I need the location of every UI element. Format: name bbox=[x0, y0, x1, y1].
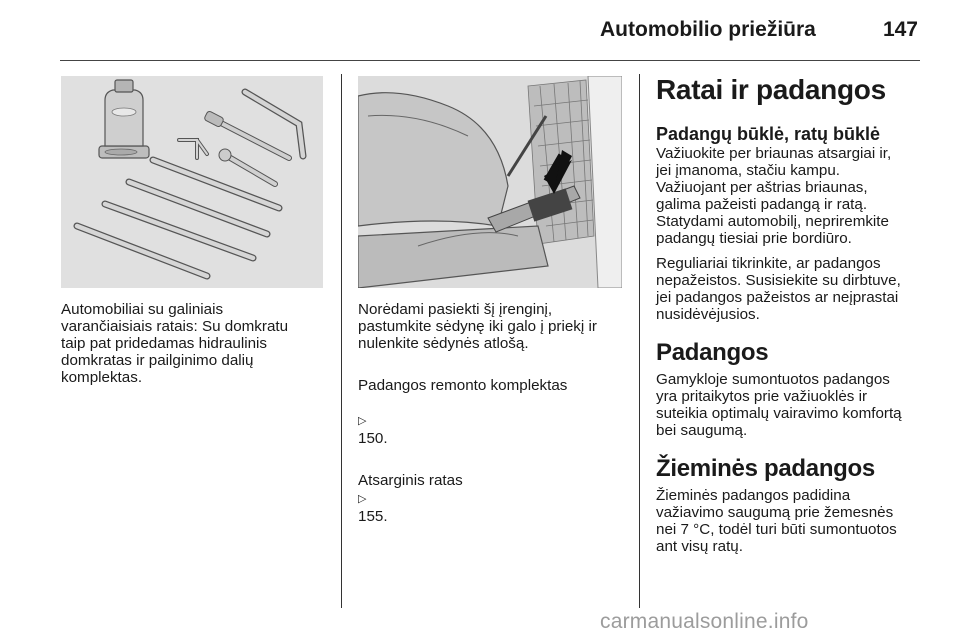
middle-column bbox=[358, 301, 630, 533]
winter-tires-heading: Žieminės padangos bbox=[656, 455, 875, 482]
seat-drawing bbox=[358, 76, 622, 288]
repair-kit-page-ref[interactable]: 150. bbox=[358, 430, 388, 447]
tire-condition-text-2: Reguliariai tikrinkite, ar padangos nepažeistos. Susisiekite su dirbtuve, jei padangos pažeistos ar neįprastai nusidėvėjusios. bbox=[656, 255, 901, 323]
extension-rods-icon bbox=[77, 160, 279, 276]
section-title: Automobilio priežiūra bbox=[600, 18, 816, 41]
tire-condition-heading: Padangų būklė, ratų būklė bbox=[656, 124, 881, 144]
triangle-reference-icon: ▷ bbox=[358, 493, 367, 505]
tires-heading: Padangos bbox=[656, 339, 769, 366]
seat-access-illustration bbox=[358, 76, 622, 288]
page-header bbox=[600, 18, 918, 44]
spanner-icon bbox=[219, 149, 275, 184]
spare-wheel-label: Atsarginis ratas bbox=[358, 472, 463, 489]
column-divider-1 bbox=[341, 74, 342, 608]
main-heading: Ratai ir padangos bbox=[656, 74, 886, 105]
screwdriver-icon bbox=[204, 110, 289, 158]
page-number: 147 bbox=[882, 18, 918, 41]
left-column bbox=[61, 301, 331, 394]
jack-tools-illustration bbox=[61, 76, 323, 288]
winter-tires-text: Žieminės padangos padidina važiavimo saugumą prie žemesnės nei 7 °C, todėl turi būti sumontuotos ant visų ratų. bbox=[656, 487, 897, 555]
spare-wheel-ref bbox=[358, 455, 630, 525]
right-column bbox=[656, 74, 941, 563]
repair-kit-ref bbox=[358, 360, 630, 447]
triangle-reference-icon: ▷ bbox=[358, 415, 367, 427]
hook-tool-icon bbox=[179, 140, 207, 158]
watermark: carmanualsonline.info bbox=[600, 610, 809, 633]
hydraulic-jack-icon bbox=[99, 80, 149, 158]
spare-wheel-page-ref[interactable]: 155. bbox=[358, 508, 388, 525]
tire-condition-text-1: Važiuokite per briaunas atsargiai ir, jei įmanoma, stačiu kampu. Važiuojant per aštrias briaunas, galima pažeisti padangą ir ratą. Statydami automobilį, nepriremkite padangų tiesiai prie bordiūro. bbox=[656, 145, 892, 247]
repair-kit-label: Padangos remonto komplektas bbox=[358, 377, 568, 394]
header-rule bbox=[60, 60, 920, 61]
wheel-wrench-icon bbox=[245, 92, 303, 156]
seat-instruction: Norėdami pasiekti šį įrenginį, pastumkite sėdynę iki galo į priekį ir nulenkite sėdynės atlošą. bbox=[358, 301, 597, 352]
jack-tools-drawing bbox=[61, 76, 323, 288]
column-divider-2 bbox=[639, 74, 640, 608]
jack-caption: Automobiliai su galiniais varančiaisiais ratais: Su domkratu taip pat pridedamas hidraulinis domkratas ir pailginimo dalių komplektas. bbox=[61, 301, 289, 386]
tires-text: Gamykloje sumontuotos padangos yra pritaikytos prie važiuoklės ir suteikia optimalų vairavimo komfortą bei saugumą. bbox=[656, 371, 902, 439]
